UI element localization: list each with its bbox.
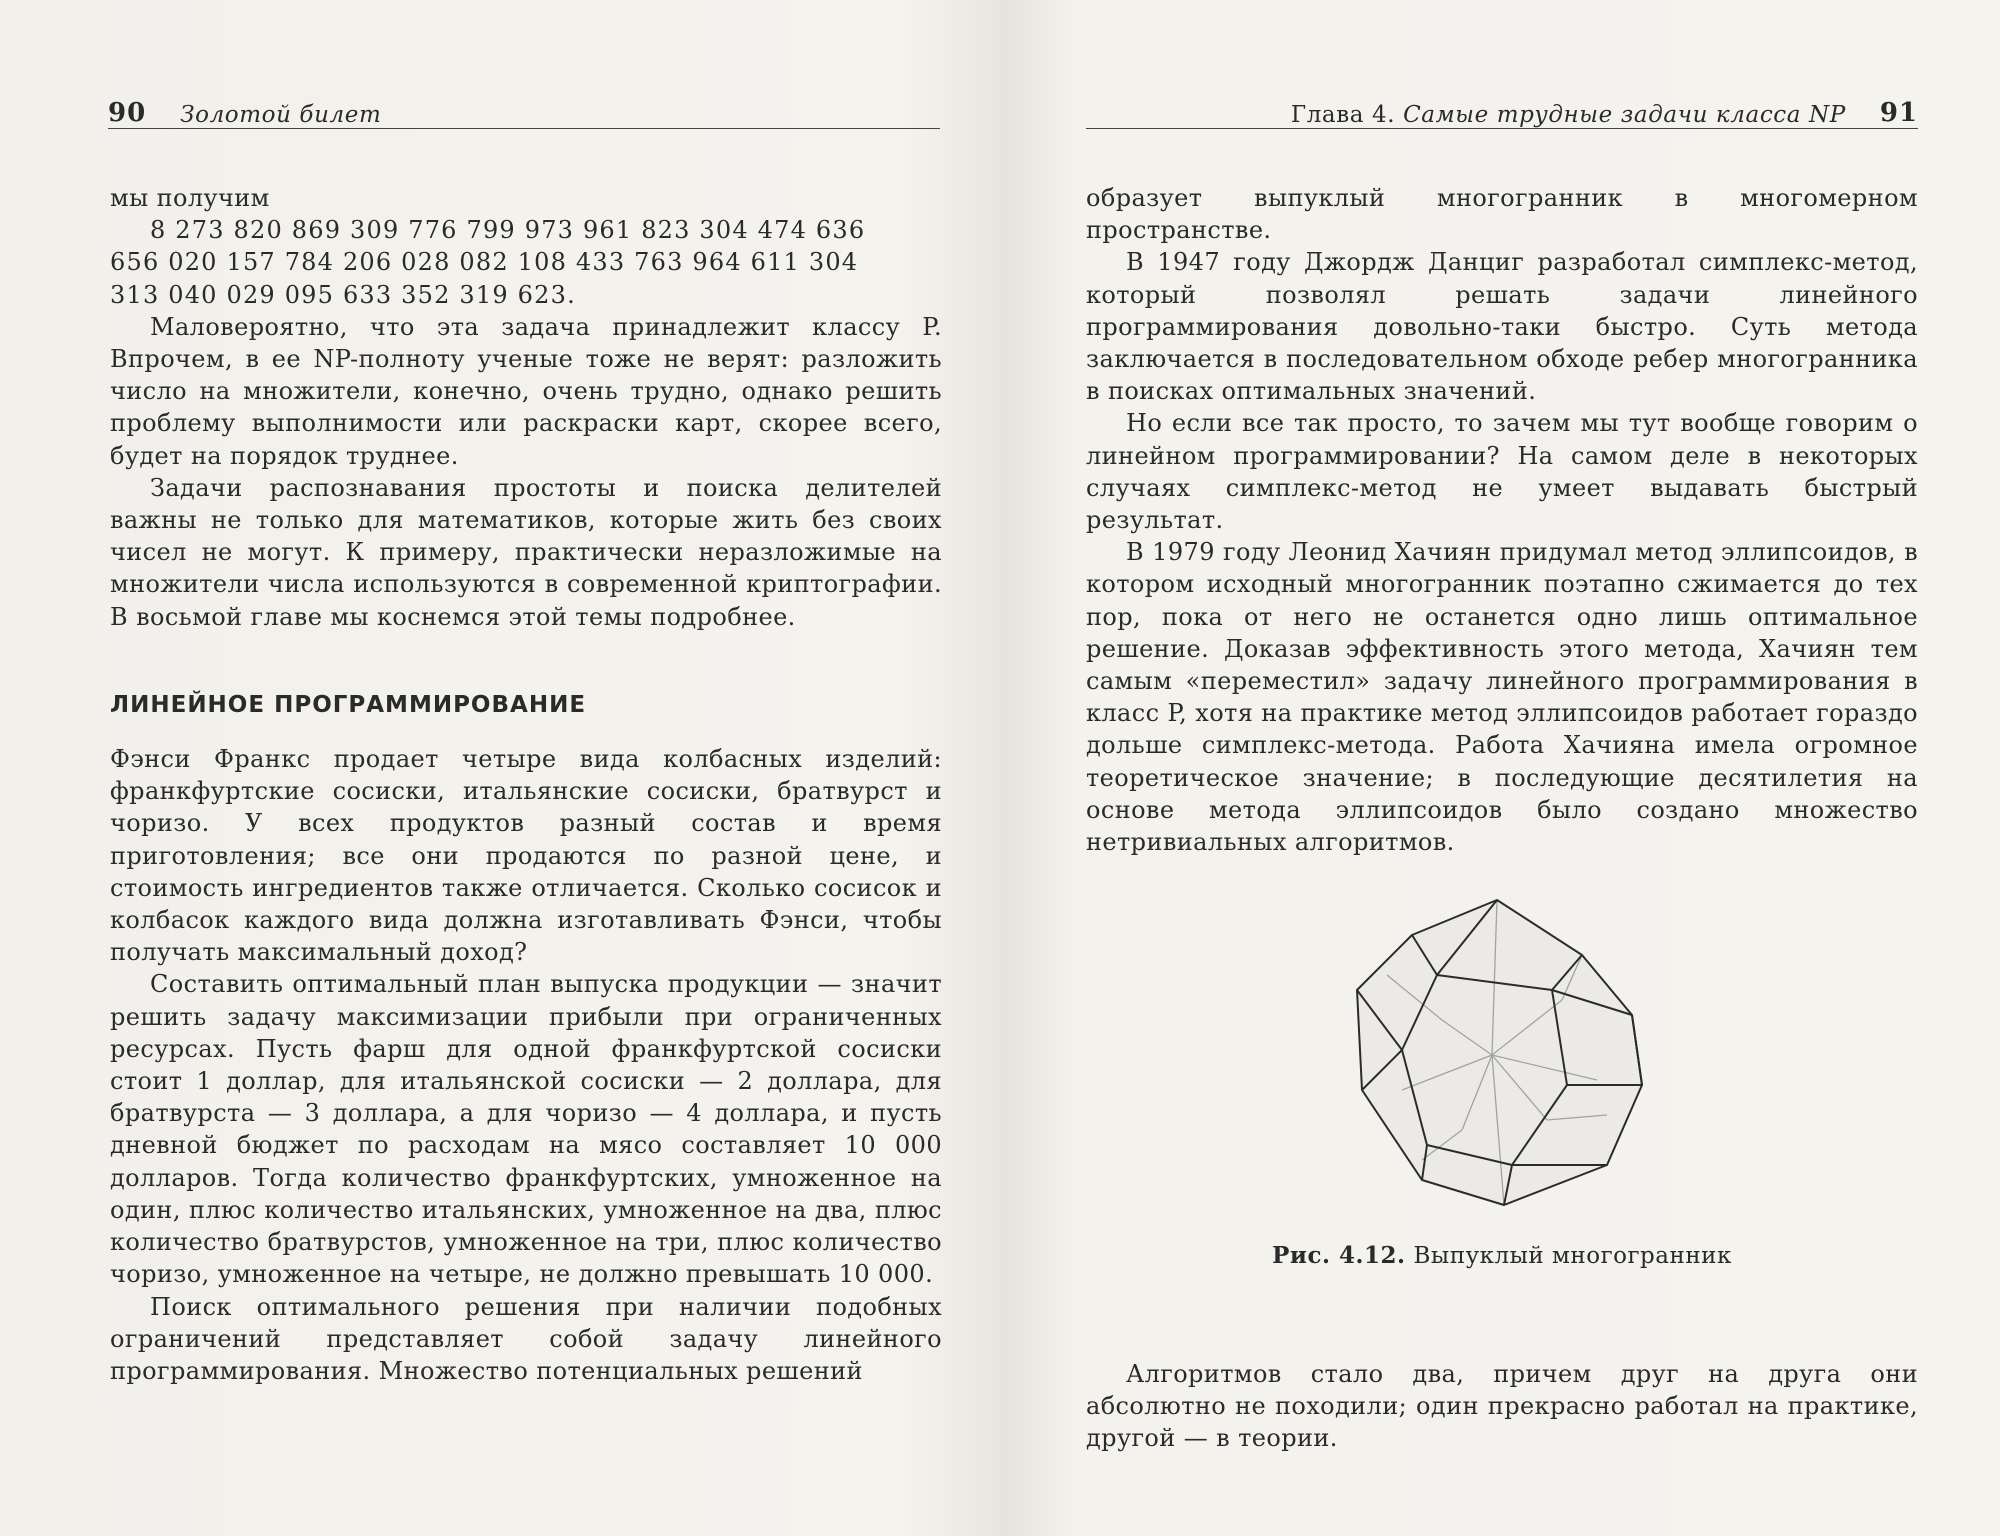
number-line-2: 656 020 157 784 206 028 082 108 433 763 964 611 304 xyxy=(110,248,859,277)
right-page-header xyxy=(1086,92,1918,129)
section-heading: ЛИНЕЙНОЕ ПРОГРАММИРОВАНИЕ xyxy=(110,691,587,718)
paragraph: В 1947 году Джордж Данциг разработал симплекс-метод, который позволял решать задачи линейного программирования довольно-таки быстро. Суть метода заключается в последовательном обходе ребер многогранника в поисках оптимальных значений. xyxy=(1086,248,1918,406)
running-head: Золотой билет xyxy=(180,102,382,128)
chapter-title: Самые трудные задачи класса NP xyxy=(1403,102,1846,128)
paragraph: образует выпуклый многогранник в многомерном пространстве. xyxy=(1086,184,1918,245)
paragraph: Задачи распознавания простоты и поиска делителей важны не только для математиков, которые жить без своих чисел не могут. К примеру, практически неразложимые на множители числа используются в современной криптографии. В восьмой главе мы коснемся этой темы подробнее. xyxy=(110,473,942,631)
paragraph: Алгоритмов стало два, причем друг на друга они абсолютно не походили; один прекрасно работал на практике, другой — в теории. xyxy=(1086,1360,1918,1453)
paragraph: Фэнси Франкс продает четыре вида колбасных изделий: франкфуртские сосиски, итальянские сосиски, братвурст и чоризо. У всех продуктов разный состав и время приготовления; все они продаются по разной цене, и стоимость ингредиентов также отличается. Сколько сосисок и колбасок каждого вида должна изготавливать Фэнси, чтобы получать максимальный доход? xyxy=(110,745,942,967)
right-text-column xyxy=(1086,182,1918,858)
left-page-header xyxy=(108,92,940,129)
paragraph: Составить оптимальный план выпуска продукции — значит решить задачу максимизации прибыли при ограниченных ресурсах. Пусть фарш для одной франкфуртской сосиски стоит 1 доллар, для итальянской сосиски — 2 доллара, для братвурста — 3 доллара, а для чоризо — 4 доллара, и пусть дневной бюджет по расходам на мясо составляет 10 000 долларов. Тогда количество франкфуртских, умноженное на один, плюс количество итальянских, умноженное на два, плюс количество братвурстов, умноженное на три, плюс количество чоризо, умноженное на четыре, не должно превышать 10 000. xyxy=(110,970,942,1289)
intro-text: мы получим xyxy=(110,184,270,212)
number-line-3: 313 040 029 095 633 352 319 623. xyxy=(110,280,576,309)
chapter-label: Глава 4. xyxy=(1290,102,1396,128)
big-number xyxy=(110,214,942,311)
paragraph: Маловероятно, что эта задача принадлежит классу P. Впрочем, в ее NP-полноту ученые тоже не верят: разложить число на множители, конечно, очень трудно, однако решить проблему выполнимости или раскраски карт, скорее всего, будет на порядок труднее. xyxy=(110,312,942,470)
paragraph: В 1979 году Леонид Хачиян придумал метод эллипсоидов, в котором исходный многогранник поэтапно сжимается до тех пор, пока от него не останется одно лишь оптимальное решение. Доказав эффективность этого метода, Хачиян тем самым «переместил» задачу линейного программирования в класс P, хотя на практике метод эллипсоидов работает гораздо дольше симплекс-метода. Работа Хачияна имела огромное теоретическое значение; в последующие десятилетия на основе метода эллипсоидов было создано множество нетривиальных алгоритмов. xyxy=(1086,538,1918,857)
figure-caption-text: Выпуклый многогранник xyxy=(1413,1243,1732,1269)
left-text-column xyxy=(110,182,942,1387)
figure-caption xyxy=(1086,1242,1918,1269)
page-number: 91 xyxy=(1879,98,1918,128)
number-line-1: 8 273 820 869 309 776 799 973 961 823 304 474 636 xyxy=(150,216,866,245)
figure-4-12 xyxy=(1086,880,1918,1269)
running-head xyxy=(1291,102,1846,128)
page-number: 90 xyxy=(108,98,147,128)
paragraph: Поиск оптимального решения при наличии подобных ограничений представляет собой задачу линейного программирования. Множество потенциальных решений xyxy=(110,1292,942,1385)
right-page xyxy=(1000,0,2000,1536)
right-text-column-bottom xyxy=(1086,1358,1918,1455)
paragraph: Но если все так просто, то зачем мы тут вообще говорим о линейном программировании? На самом деле в некоторых случаях симплекс-метод не умеет выдавать быстрый результат. xyxy=(1086,409,1918,535)
convex-polyhedron-icon xyxy=(1332,880,1672,1220)
figure-label: Рис. 4.12. xyxy=(1272,1242,1406,1269)
